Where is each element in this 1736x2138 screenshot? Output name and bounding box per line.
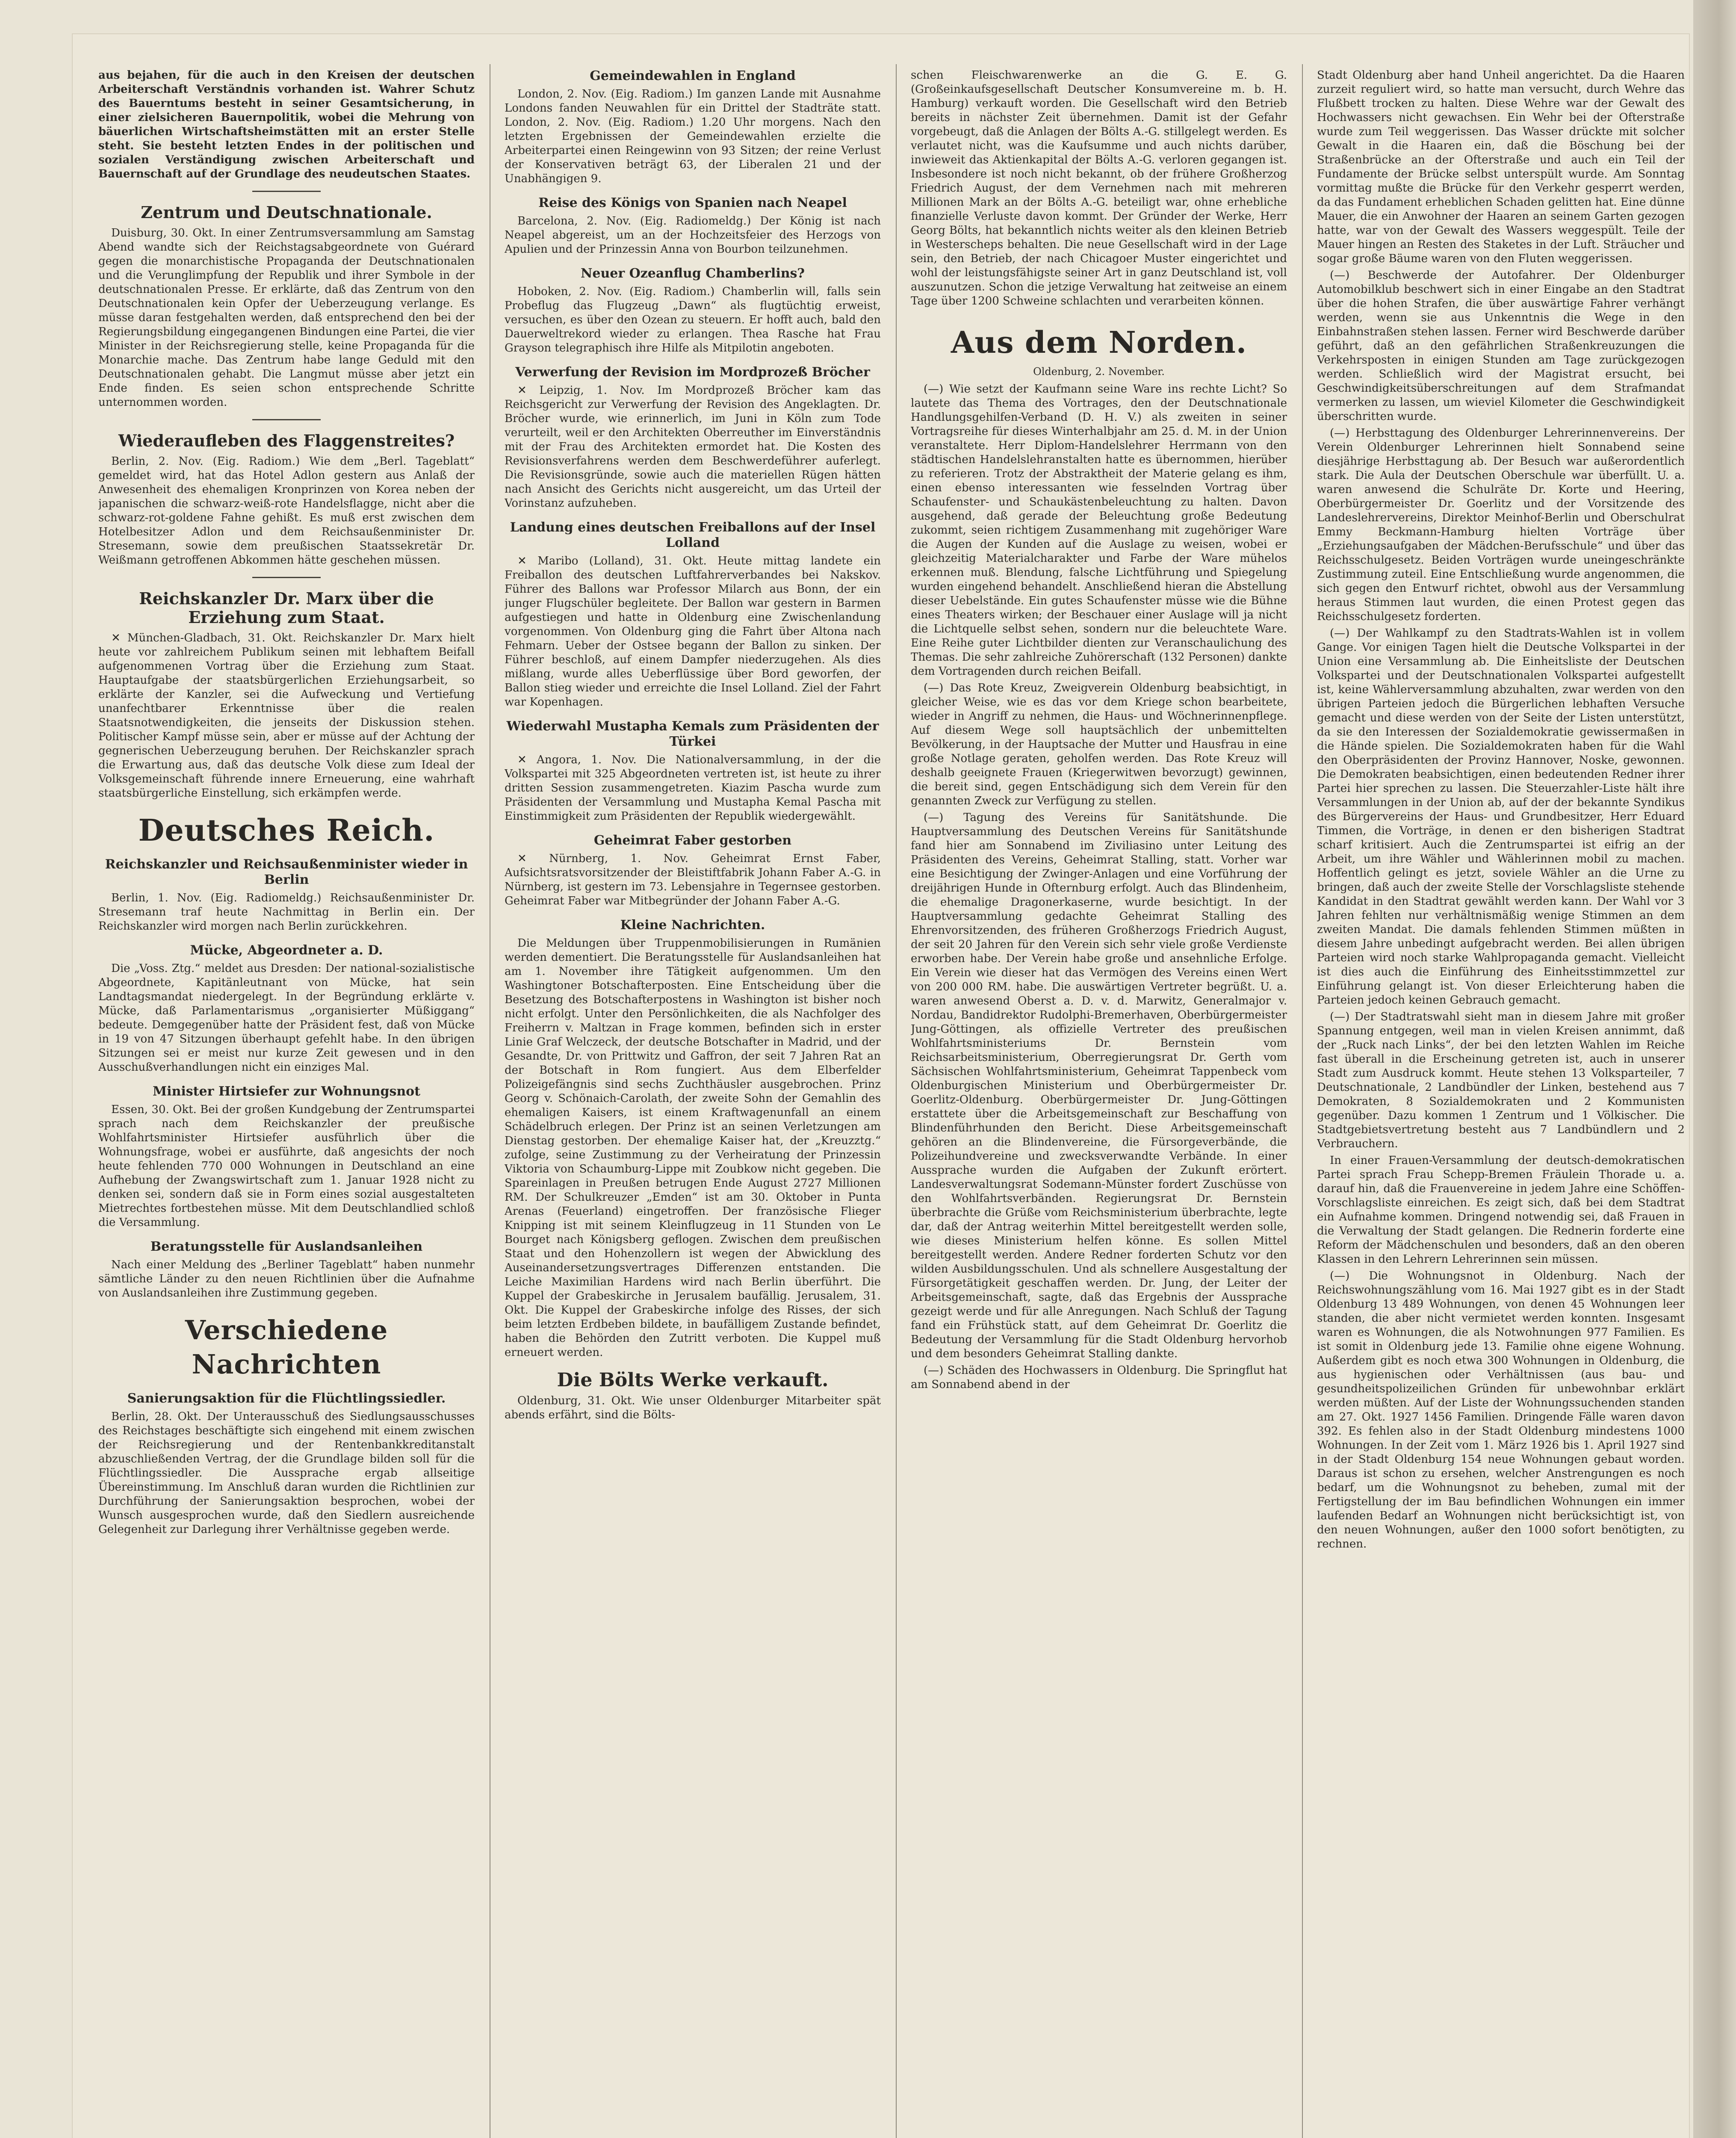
headline-sanierung: Sanierungsaktion für die Flüchtlingssiedler.: [127, 1391, 446, 1406]
article-revision: ✕ Leipzig, 1. Nov. Im Mordprozeß Bröcher kam das Reichsgericht zur Verwerfung der Revision des Angeklagten. Dr. Bröcher wurde, wie erinnerlich, im Juni in Köln zum Tode verurteilt, weil er den Architekten Oberreuther im Einverständnis mit der Frau des Architekten ermordet hat. Die Kosten des Revisionsverfahrens werden dem Beschwerdeführer auferlegt. Die Revisionsgründe, sowie auch die materiellen Rügen hätten nach Ansicht des Gerichts nicht ausgereicht, um das Urteil der Vorinstanz aufzuheben.: [505, 384, 881, 510]
article-rueckkehr: Berlin, 1. Nov. (Eig. Radiomeldg.) Reichsaußenminister Dr. Stresemann traf heute Nachmittag in Berlin ein. Der Reichskanzler wird morgen nach Berlin zurückkehren.: [98, 892, 475, 933]
headline-freiballon: Landung eines deutschen Freiballons auf der Insel Lolland: [510, 520, 876, 550]
article-england: London, 2. Nov. (Eig. Radiom.) Im ganzen Lande mit Ausnahme Londons fanden Neuwahlen für ein Drittel der Stadträte statt. London, 2. Nov. (Eig. Radiom.) 1.20 Uhr morgens. Nach den letzten Ergebnissen der Gemeindewahlen erzielte die Arbeiterpartei einen Reingewinn von 93 Sitzen; der reine Verlust der Konservativen beträgt 63, der Liberalen 21 und der Unabhängigen 9.: [505, 88, 881, 185]
headline-revision: Verwerfung der Revision im Mordprozeß Bröcher: [515, 365, 870, 380]
article-muecke: Die „Voss. Ztg.“ meldet aus Dresden: Der national-sozialistische Abgeordnete, Kapitänleutnant von Mücke, hat sein Landtagsmandat niedergelegt. In der Begründung erklärte v. Mücke, daß Parlamentarismus „organisierter Müßiggang“ bedeute. Demgegenüber hatte der Präsident fest, daß von Mücke in 19 von 47 Sitzungen überhaupt gefehlt habe. In den übrigen Sitzungen sei er meist nur kurze Zeit gewesen und in den Ausschußverhandlungen nicht ein einziges Mal.: [98, 962, 475, 1074]
separator: [252, 191, 321, 192]
article-hochwasser-continued: Stadt Oldenburg aber hand Unheil angerichtet. Da die Haaren zurzeit reguliert wird, so hatte man versucht, durch Wehre das Flußbett trocken zu halten. Diese Wehre war der Gewalt des Hochwassers nicht gewachsen. Ein Wehr bei der Ofterstraße wurde zum Teil weggerissen. Das Wasser drückte mit solcher Gewalt in die Haaren ein, daß die Böschung bei der Straßenbrücke an der Ofterstraße und auch ein Teil der Fundamente der Brücke selbst unterspült wurde. Am Sonntag vormittag mußte die Brücke für den Verkehr gesperrt werden, da das Fundament erheblichen Schaden gelitten hat. Eine dünne Mauer, die ein Anwohner der Haaren an seinem Garten gezogen hatte, war von der Gewalt des Wassers weggespült. Teile der Mauer hingen an Resten des Staketes in der Luft. Sträucher und sogar große Bäume waren von den Fluten weggerissen.: [1317, 69, 1685, 265]
column-rule: [1302, 64, 1303, 2138]
article-spanien: Barcelona, 2. Nov. (Eig. Radiomeldg.) Der König ist nach Neapel abgereist, um an der Hochzeitsfeier des Herzogs von Apulien und der Prinzessin Anna von Bourbon teilzunehmen.: [505, 215, 881, 256]
article-flaggenstreit: Berlin, 2. Nov. (Eig. Radiom.) Wie dem „Berl. Tageblatt“ gemeldet wird, hat das Hotel Adlon gestern aus Anlaß der Anwesenheit des ehemaligen Kronprinzen von Korea neben der japanischen die schwarz-weiß-rote Handelsflagge, nicht aber die schwarz-rot-goldene Fahne gehißt. Es muß erst zwischen dem Hotelbesitzer Adlon und dem Reichsaußenminister Dr. Stresemann, sowie dem preußischen Staatssekretär Dr. Weißmann getroffenen Abkommen hätte geschehen müssen.: [98, 455, 475, 567]
article-marx: ✕ München-Gladbach, 31. Okt. Reichskanzler Dr. Marx hielt heute vor zahlreichem Publikum seinen mit lebhaftem Beifall aufgenommenen Vortrag über die Erziehung zum Staat. Hauptaufgabe der staatsbürgerlichen Erziehungsarbeit, so erklärte der Kanzler, sei die Aufweckung und Vertiefung unanfechtbarer Erkenntnisse über die realen Staatsnotwendigkeiten, die jenseits der Diskussion stehen. Politischer Kampf müsse sein, aber er müsse auf der Achtung der gegnerischen Ueberzeugung beruhen. Der Reichskanzler sprach die Erwartung aus, daß das deutsche Volk diese zum Ideal der Volksgemeinschaft führende innere Erneuerung, eine wahrhaft staatsbürgerliche Einstellung, sich erkämpfen werde.: [98, 632, 475, 800]
headline-zentrum: Zentrum und Deutschnationale.: [141, 203, 432, 222]
article-kaufmann: (—) Wie setzt der Kaufmann seine Ware ins rechte Licht? So lautete das Thema des Vortrages, den der Deutschnationale Handlungsgehilfen-Verband (D. H. V.) als zweiten in seiner Vortragsreihe für dieses Winterhalbjahr am 25. d. M. in der Union veranstaltete. Herr Diplom-Handelslehrer Herrmann von den städtischen Handelslehranstalten hatte es übernommen, hierüber zu referieren. Trotz der Abstraktheit der Materie gelang es ihm, einen ebenso interessanten wie fesselnden Vortrag über Schaufenster- und Schaukästenbeleuchtung zu halten. Davon ausgehend, daß gerade der Beleuchtung große Bedeutung zukommt, seien richtigem Zusammenhang mit zugehöriger Ware die Augen der Kunden auf die Auslage zu weisen, wobei er gleichzeitig Materialcharakter und Farbe der Ware mühelos erkennen muß. Blendung, falsche Lichtführung und Spiegelung wurden eingehend behandelt. Anschließend hieran die Abstellung dieser Uebelstände. Ein gutes Schaufenster müsse wie die Bühne eines Theaters wirken; der Beschauer einer Auslage will ja nicht die Lichtquelle selbst sehen, sondern nur die beleuchtete Ware. Eine Reihe guter Lichtbilder dienten zur Veranschaulichung des Themas. Die sehr zahlreiche Zuhörerschaft (132 Personen) dankte dem Vortragenden durch reichen Beifall.: [911, 383, 1287, 678]
article-wahlkampf: (—) Der Wahlkampf zu den Stadtrats-Wahlen ist in vollem Gange. Vor einigen Tagen hielt die Deutsche Volkspartei in der Union eine Versammlung ab. Die Einheitsliste der Deutschen Volkspartei und der Deutschnationalen Volkspartei aufgestellt ist, keine Wählerversammlung abzuhalten, zwar werden von den übrigen Parteien jedoch die Bürgerlichen lebhaften Versuche gemacht und diese werden von der Seite der Listen unterstützt, da sie den Interessen der Sozialdemokratie gewissermaßen in die Hände spielen. Die Sozialdemokraten haben für die Wahl den Oberpräsidenten der Provinz Hannover, Noske, gewonnen. Die Demokraten beabsichtigen, einen bedeutenden Redner ihrer Partei hier sprechen zu lassen. Die Steuerzahler-Liste hält ihre Versammlungen in der Union ab, auf der der bekannte Syndikus des Bürgervereins der Haus- und Grundbesitzer, Herr Eduard Timmen, die Vorträge, in denen er den bisherigen Stadtrat scharf kritisiert. Auch die Zentrumspartei ist eifrig an der Arbeit, um ihre Wähler und Wählerinnen mobil zu machen. Hoffentlich gelingt es jetzt, soviele Wähler an die Urne zu bringen, daß auch der zweite Stelle der Vorschlagsliste stehende Kandidat in den Stadtrat gewählt werden kann. Der Wahl vor 3 Jahren fehlten nur verhältnismäßig wenige Stimmen an dem zweiten Mandat. Die damals fehlenden Stimmen müßten in diesem Jahre unbedingt aufgebracht werden. Bei allen übrigen Parteien wird noch starke Wahlpropaganda gemacht. Vielleicht ist dies auch die Einführung des Einheitsstimmzettel zur Einführung gelangt ist. Von dieser Erleichterung haben die Parteien jedoch keinen Gebrauch gemacht.: [1317, 627, 1685, 1007]
article-boelts: Oldenburg, 31. Okt. Wie unser Oldenburger Mitarbeiter spät abends erfährt, sind die Bölts-: [505, 1394, 881, 1421]
article-ozeanflug: Hoboken, 2. Nov. (Eig. Radiom.) Chamberlin will, falls sein Probeflug das Flugzeug „Dawn“ als flugtüchtig erweist, versuchen, es über den Ozean zu steuern. Er hofft auch, bald den Dauerweltrekord wieder zu erlangen. Thea Rasche hat Frau Grayson telegraphisch ihre Hilfe als Mitpilotin angeboten.: [505, 285, 881, 354]
article-hirtsiefer: Essen, 30. Okt. Bei der großen Kundgebung der Zentrumspartei sprach nach dem Reichskanzler der preußische Wohlfahrtsminister Hirtsiefer ausführlich über die Wohnungsfrage, wobei er ausführte, daß angesichts der noch heute fehlenden 770 000 Wohnungen in Deutschland an eine Aufhebung der Zwangswirtschaft zum 1. Januar 1928 nicht zu denken sei, sondern daß sie in Form eines sozial ausgestalteten Mietrechtes fortbestehen müsse. Mit dem Deutschlandlied schloß die Versammlung.: [98, 1103, 475, 1229]
article-freiballon: ✕ Maribo (Lolland), 31. Okt. Heute mittag landete ein Freiballon des deutschen Luftfahrerverbandes bei Nakskov. Führer des Ballons war Professor Milarch aus Bonn, der ein junger Flugschüler begleitete. Der Ballon war gestern in Barmen aufgestiegen und hatte in Oldenburg eine Zwischenlandung vorgenommen. Von Oldenburg ging die Fahrt über Altona nach Fehmarn. Ueber der Ostsee begann der Ballon zu sinken. Der Führer beschloß, auf einem Dampfer niederzugehen. Als dies mißlang, wurde alles Ueberflüssige über Bord geworfen, der Ballon stieg wieder und erreichte die Insel Lolland. Ziel der Fahrt war Kopenhagen.: [505, 555, 881, 709]
intro-text: aus bejahen, für die auch in den Kreisen der deutschen Arbeiterschaft Verständnis vorhanden ist. Wahrer Schutz des Bauerntums besteht in seiner Gesamtsicherung, in einer zielsicheren Bauernpolitik, wobei die Mehrung von bäuerlichen Wirtschaftsheimstätten mit an erster Stelle steht. Sie besteht letzten Endes in der politischen und sozialen Verständigung zwischen Arbeiterschaft und Bauernschaft auf der Grundlage des neudeutschen Staates.: [98, 69, 475, 180]
headline-kemal: Wiederwahl Mustapha Kemals zum Präsidenten der Türkei: [506, 719, 879, 749]
article-rotes-kreuz: (—) Das Rote Kreuz, Zweigverein Oldenburg beabsichtigt, in gleicher Weise, wie es das vor dem Kriege schon bearbeitete, wieder in Angriff zu nehmen, die Haus- und Wöchnerinnenpflege. Auf diesem Wege soll hauptsächlich der unbemittelten Bevölkerung, in der Hauptsache der Mutter und Hausfrau in eine große Notlage geraten, geholfen werden. Das Rote Kreuz will deshalb geeignete Frauen (Kriegerwitwen bevorzugt) gewinnen, die bereit sind, gegen Entschädigung sich dem Verein für den genannten Zweck zur Verfügung zu stellen.: [911, 682, 1287, 807]
article-autofahrer: (—) Beschwerde der Autofahrer. Der Oldenburger Automobilklub beschwert sich in einer Eingabe an den Stadtrat über die hohen Strafen, die über auswärtige Fahrer verhängt werden, wenn sie aus Unkenntnis die Wege in den Einbahnstraßen stehen lassen. Ferner wird Beschwerde darüber geführt, daß an den gefährlichen Straßenkreuzungen die Verkehrsposten in einigen Stunden am Tage zurückgezogen werden. Schließlich wird der Magistrat ersucht, bei Geschwindigkeitsüberschreitungen auf dem Strafmandat vermerken zu lassen, um wieviel Kilometer die Geschwindigkeit überschritten wurde.: [1317, 269, 1685, 423]
headline-muecke: Mücke, Abgeordneter a. D.: [190, 943, 383, 958]
separator: [252, 419, 321, 420]
article-faber: ✕ Nürnberg, 1. Nov. Geheimrat Ernst Faber, Aufsichtsratsvorsitzender der Bleistiftfabrik Johann Faber A.-G. in Nürnberg, ist gestern im 73. Lebensjahre in Tegernsee gestorben. Geheimrat Faber war Mitbegründer der Johann Faber A.-G.: [505, 852, 881, 907]
article-lehrerinnen: (—) Herbsttagung des Oldenburger Lehrerinnenvereins. Der Verein Oldenburger Lehrerinnen hielt Sonnabend seine diesjährige Herbsttagung ab. Der Besuch war außerordentlich stark. Die Aula der Deutschen Oberschule war überfüllt. U. a. waren anwesend die Schulräte Dr. Korte und Heering, Oberbürgermeister Dr. Goerlitz und der Vorsitzende des Landeslehrervereins, Direktor Meinhof-Berlin und Oberschulrat Emmy Beckmann-Hamburg hielten Vorträge über „Erziehungsaufgaben der Mädchen-Berufsschule“ und über das Reichsschulgesetz. Beiden Vorträgen wurde uneingeschränkte Zustimmung zuteil. Eine Entschließung wurde angenommen, die sich gegen den Entwurf richtet, obwohl aus der Versammlung heraus Stimmen laut wurden, die einen Protest gegen das Reichsschulgesetz forderten.: [1317, 427, 1685, 623]
section-deutsches-reich: Deutsches Reich.: [138, 812, 435, 848]
headline-flaggenstreit: Wiederaufleben des Flaggenstreites?: [118, 431, 455, 450]
section-verschiedene-nachrichten: Verschiedene Nachrichten: [185, 1314, 388, 1380]
headline-ozeanflug: Neuer Ozeanflug Chamberlins?: [580, 266, 805, 281]
headline-beratungsstelle: Beratungsstelle für Auslandsanleihen: [150, 1239, 423, 1254]
article-wohnungsnot: (—) Die Wohnungsnot in Oldenburg. Nach der Reichswohnungszählung vom 16. Mai 1927 gibt es in der Stadt Oldenburg 13 489 Wohnungen, von denen 45 Wohnungen leer standen, die aber nicht vermietet werden konnten. Insgesamt waren es Wohnungen, die als Notwohnungen 977 Familien. Es ist somit in Oldenburg jede 13. Familie ohne eigene Wohnung. Außerdem gibt es noch etwa 300 Wohnungen in Oldenburg, die aus hygienischen oder Verhältnissen (aus bau- und gesundheitspolizeilichen Gründen für unbewohnbar erklärt werden müßten. Auf der Liste der Wohnungssuchenden standen am 27. Okt. 1927 1456 Familien. Dringende Fälle waren davon 392. Es fehlen also in der Stadt Oldenburg mindestens 1000 Wohnungen. In der Zeit vom 1. März 1926 bis 1. April 1927 sind in der Stadt Oldenburg 154 neue Wohnungen gebaut worden. Daraus ist schon zu ersehen, welcher Anstrengungen es noch bedarf, um die Wohnungsnot zu beheben, zumal mit der Fertigstellung der im Bau befindlichen Wohnungen ein immer laufenden Bedarf an Wohnungen nicht berücksichtigt ist, von den neuen Wohnungen, außer den 1000 sofort benötigten, zu rechnen.: [1317, 1270, 1685, 1550]
headline-spanien: Reise des Königs von Spanien nach Neapel: [538, 195, 847, 210]
headline-rueckkehr: Reichskanzler und Reichsaußenminister wieder in Berlin: [105, 857, 468, 887]
headline-marx: Reichskanzler Dr. Marx über die Erziehung zum Staat.: [139, 589, 434, 627]
article-sanierung: Berlin, 28. Okt. Der Unterausschuß des Siedlungsausschusses des Reichstages beschäftigte sich eingehend mit einem zwischen der Reichsregierung und der Rentenbankkreditanstalt abzuschließenden Vertrag, der die Grundlage bilden soll für die Flüchtlingssiedler. Die Aussprache ergab allseitige Übereinstimmung. Im Anschluß daran wurden die Richtlinien zur Durchführung der Sanierungsaktion besprochen, wobei der Wunsch ausgesprochen wurde, daß den Siedlern ausreichende Gelegenheit zur Darlegung ihrer Verhältnisse gegeben werde.: [98, 1410, 475, 1536]
article-boelts-continued: schen Fleischwarenwerke an die G. E. G. (Großeinkaufsgesellschaft Deutscher Konsumvereine m. b. H. Hamburg) verkauft worden. Die Gesellschaft wird den Betrieb bereits in nächster Zeit übernehmen. Damit ist der Gefahr vorgebeugt, daß die Anlagen der Bölts A.-G. stillgelegt werden. Es verlautet nicht, was die Kaufsumme und auch nichts darüber, inwieweit das Aktienkapital der Bölts A.-G. verloren gegangen ist. Insbesondere ist noch nicht bekannt, ob der frühere Großherzog Friedrich August, der dem Vernehmen nach mit mehreren Millionen Mark an der Bölts A.-G. beteiligt war, ohne erhebliche finanzielle Verluste davon kommt. Der Gründer der Werke, Herr Georg Bölts, hat bekanntlich nichts weiter als den kleinen Betrieb in Westerscheps behalten. Die neue Gesellschaft wird in der Lage sein, den Betrieb, der nach Chicagoer Muster eingerichtet und wohl der leistungsfähigste seiner Art in ganz Deutschland ist, voll auszunutzen. Schon die jetzige Verwaltung hat zeitweise an einem Tage über 1200 Schweine schlachten und verarbeiten können.: [911, 69, 1287, 307]
column-3: [911, 68, 1287, 2138]
headline-faber: Geheimrat Faber gestorben: [593, 833, 792, 848]
column-rule: [896, 64, 897, 2138]
column-1: [98, 68, 475, 2138]
article-zentrum: Duisburg, 30. Okt. In einer Zentrumsversammlung am Samstag Abend wandte sich der Reichstagsabgeordnete von Guérard gegen die monarchistische Propaganda der Deutschnationalen und die Verunglimpfung der Republik und ihrer Symbole in der deutschnationalen Presse. Er erklärte, daß das Zentrum von den Deutschnationalen kein Opfer der Ueberzeugung verlange. Es müsse daran festgehalten werden, daß entsprechend den bei der Regierungsbildung eingegangenen Bindungen eine Partei, die vier Minister in der Reichsregierung stelle, keine Propaganda für die Monarchie mache. Das Zentrum habe lange Geduld mit den Deutschnationalen gehabt. Die Langmut müsse aber jetzt ein Ende finden. Es seien schon entsprechende Schritte unternommen worden.: [98, 227, 475, 409]
article-stadtratswahl: (—) Der Stadtratswahl sieht man in diesem Jahre mit großer Spannung entgegen, weil man in vielen Kreisen annimmt, daß der „Ruck nach Links“, der bei den letzten Wahlen im Reiche fast überall in die Erscheinung getreten ist, auch in unserer Stadt zum Ausdruck kommt. Heute stehen 13 Volksparteiler, 7 Deutschnationale, 2 Landbündler der Linken, bestehend aus 7 Demokraten, 8 Sozialdemokraten und 2 Kommunisten gegenüber. Dazu kommen 1 Zentrum und 1 Völkischer. Die Stadtgebietsvertretung besteht aus 7 Landbündlern und 2 Verbrauchern.: [1317, 1010, 1685, 1150]
article-frauenversammlung: In einer Frauen-Versammlung der deutsch-demokratischen Partei sprach Frau Schepp-Bremen Fräulein Thorade u. a. darauf hin, daß die Frauenvereine in jedem Jahre eine Schöffen-Vorschlagsliste einreichen. Es zeigt sich, daß bei dem Stadtrat ein Aufnahme kommen. Dringend notwendig sei, daß Frauen in die Verwaltung der Stadt gelangen. Die Rednerin forderte eine Reform der Mädchenschulen und besonders, daß an den oberen Klassen in den Lehrern Lehrerinnen sein müssen.: [1317, 1154, 1685, 1266]
article-sanitaetshunde: (—) Tagung des Vereins für Sanitätshunde. Die Hauptversammlung des Deutschen Vereins für Sanitätshunde fand hier am Sonnabend im Ziviliasino unter Leitung des Präsidenten des Vereins, Geheimrat Stalling, statt. Vorher war eine Besichtigung der Zwinger-Anlagen und eine Vorführung der dreijährigen Hunde in Ofternburg erfolgt. Auch das Blindenheim, die ehemalige Dragonerkaserne, wurde besichtigt. In der Hauptversammlung gedachte Geheimrat Stalling des Ehrenvorsitzenden, des früheren Großherzogs Friedrich August, der seit 20 Jahren für den Verein sich sehr viele große Verdienste erworben habe. Der Verein habe große und ansehnliche Erfolge. Ein Verein wie dieser hat das Vermögen des Vereins einen Wert von 200 000 RM. habe. Die auswärtigen Vertreter begrüßt. U. a. waren anwesend Oberst a. D. v. d. Marwitz, Generalmajor v. Nordau, Bandidrektor Rudolphi-Bremerhaven, Oberbürgermeister Jung-Göttingen, als offizielle Vertreter des preußischen Wohlfahrtsministeriums Dr. Bernstein vom Reichsarbeitsministerium, Oberregierungsrat Dr. Gerth vom Sächsischen Wohlfahrtsministerium, Geheimrat Tappenbeck vom Oldenburgischen Ministerium und Oberbürgermeister Dr. Goerlitz-Oldenburg. Oberbürgermeister Dr. Jung-Göttingen erstattete über die Arbeitsgemeinschaft zur Beschaffung von Blindenführhunden den Bericht. Diese Arbeitsgemeinschaft gehören an die Blindenvereine, die Fürsorgeverbände, die Polizeihundvereine und zwecksverwandte Verbände. In einer Aussprache wurden die Aufgaben der Zukunft erörtert. Landesverwaltungsrat Sodemann-Münster fordert Zuschüsse von den Wohlfahrtsverbänden. Regierungsrat Dr. Bernstein überbrachte die Grüße vom Reichsministerium überbrachte, legte dar, daß der Antrag weiterhin Mittel bereitgestellt werden solle, wie dieses Ministerium helfen könne. Es sollen Mittel bereitgestellt werden. Andere Redner forderten Schutz vor den wilden Ausbildungsschulen. Und als schnellere Ausgestaltung der Fürsorgetätigkeit geschaffen werden. Dr. Jung, der Leiter der Arbeitsgemeinschaft, sagte, daß das Ergebnis der Aussprache gezeigt werde und für alle Anregungen. Nach Schluß der Tagung fand ein Frühstück statt, auf dem Geheimrat Dr. Goerlitz die Bedeutung der Versammlung für die Stadt Oldenburg hervorhob und dem besonders Geheimrat Stalling dankte.: [911, 811, 1287, 1360]
column-4: [1317, 68, 1685, 2138]
column-2: [505, 68, 881, 2138]
article-kemal: ✕ Angora, 1. Nov. Die Nationalversammlung, in der die Volkspartei mit 325 Abgeordneten vertreten ist, ist heute zu ihrer dritten Session zusammengetreten. Kiazim Pascha wurde zum Präsidenten der Versammlung und Mustapha Kemal Pascha mit Einstimmigkeit zum Präsidenten der Republik wiedergewählt.: [505, 753, 881, 823]
article-hochwasser: (—) Schäden des Hochwassers in Oldenburg. Die Springflut hat am Sonnabend abend in der: [911, 1364, 1287, 1391]
section-aus-dem-norden: Aus dem Norden.: [951, 325, 1247, 360]
headline-boelts: Die Bölts Werke verkauft.: [557, 1369, 829, 1391]
dateline: Oldenburg, 2. November.: [1033, 366, 1165, 378]
adjacent-page-edge: [1693, 0, 1736, 2138]
headline-england: Gemeindewahlen in England: [590, 68, 796, 83]
headline-hirtsiefer: Minister Hirtsiefer zur Wohnungsnot: [152, 1084, 421, 1099]
separator: [252, 577, 321, 578]
headline-kleine-nachrichten: Kleine Nachrichten.: [620, 918, 765, 933]
newspaper-page: [73, 34, 1689, 2138]
article-beratungsstelle: Nach einer Meldung des „Berliner Tageblatt“ haben nunmehr sämtliche Länder zu den neuen Richtlinien über die Aufnahme von Auslandsanleihen ihre Zustimmung gegeben.: [98, 1258, 475, 1299]
article-kleine-nachrichten: Die Meldungen über Truppenmobilisierungen in Rumänien werden dementiert. Die Beratungsstelle für Auslandsanleihen hat am 1. November ihre Tätigkeit aufgenommen. Um den Washingtoner Botschafterposten. Eine Entscheidung über die Besetzung des Botschafterpostens in Washington ist bisher noch nicht erfolgt. Unter den Persönlichkeiten, die als Nachfolger des Freiherrn v. Maltzan in Frage kommen, befinden sich in erster Linie Graf Welczeck, der deutsche Botschafter in Madrid, und der Gesandte, Dr. von Prittwitz und Gaffron, der seit 7 Jahren Rat an der Botschaft in Rom fungiert. Aus dem Elberfelder Polizeigefängnis sind sechs Zuchthäusler ausgebrochen. Prinz Georg v. Schönaich-Carolath, der zweite Sohn der Gemahlin des ehemaligen Kaisers, ist einem Kraftwagenunfall an einem Schädelbruch erlegen. Der Prinz ist an seinen Verletzungen am Dienstag gestorben. Der ehemalige Kaiser hat, der „Kreuzztg.“ zufolge, seine Zustimmung zu der Verheiratung der Prinzessin Viktoria von Schaumburg-Lippe mit Zoubkow nicht gegeben. Die Spareinlagen in Preußen betrugen Ende August 2727 Millionen RM. Der Schulkreuzer „Emden“ ist am 30. Oktober in Punta Arenas (Feuerland) eingetroffen. Der französische Flieger Knipping ist mit seinem Kleinflugzeug in 11 Stunden von Le Bourget nach Königsberg geflogen. Zwischen dem preußischen Staat und den Hohenzollern ist wegen der Abwicklung des Auseinandersetzungsvertrages Differenzen entstanden. Die Leiche Maximilian Hardens wird nach Berlin überführt. Die Kuppel der Grabeskirche in Jerusalem baufällig. Jerusalem, 31. Okt. Die Kuppel der Grabeskirche infolge des Risses, der sich beim letzten Erdbeben bildete, in baufälligem Zustande befindet, haben die Behörden den Zutritt verboten. Die Kuppel muß erneuert werden.: [505, 937, 881, 1359]
